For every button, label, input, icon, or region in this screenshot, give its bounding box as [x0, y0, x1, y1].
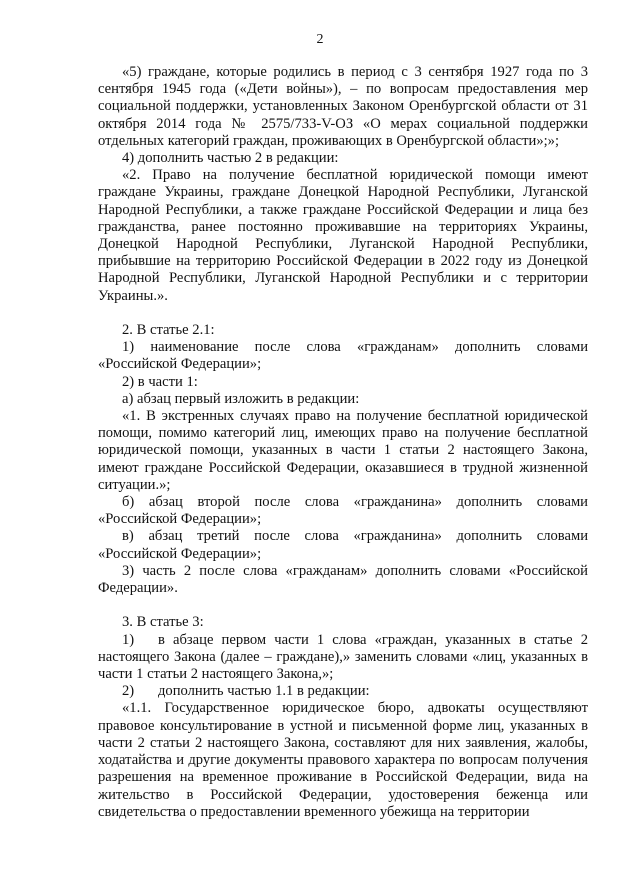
page-number: 2 [316, 32, 324, 47]
paragraph-text: дополнить частью 1.1 в редакции: [158, 683, 370, 700]
paragraph-quote-part-1: «1. В экстренных случаях право на получение бесплатной юридической помощи, помимо категорий лиц, имеющих право на получение бесплатной юридической помощи, указанных в части 1 статьи 2 настоящего Закона, имеют граждане Российской Федерации, оказавшиеся в трудной жизненной ситуации.»; [98, 408, 588, 493]
paragraph-quote-item-5: «5) граждане, которые родились в период с 3 сентября 1927 года по 3 сентября 1945 года («Дети войны»), – по вопросам предоставления мер социальной поддержки, установленных Законом Оренбургской области от 31 октября 2014 года № 2575/733-V-ОЗ «О мерах социальной поддержки отдельных категорий граждан, проживающих в Оренбургской области»;»; [98, 64, 588, 149]
item-number: 2) [122, 683, 135, 700]
paragraph-subitem-v: в) абзац третий после слова «гражданина» дополнить словами «Российской Федерации»; [98, 528, 588, 562]
paragraph-quote-part-2: «2. Право на получение бесплатной юридической помощи имеют граждане Украины, граждане Донецкой Народной Республики, Луганской Народной Республики, а также граждане Российской Федерации и лица без гражданства, ранее постоянно проживавшие на территориях Украины, Донецкой Народной Республики, Луганской Народной Республики, прибывшие на территорию Российской Федерации в 2022 году из Донецкой Народной Республики, Луганской Народной Республики и с территории Украины.». [98, 167, 588, 304]
paragraph-article-3: 3. В статье 3: [122, 614, 204, 631]
paragraph-quote-part-1-1: «1.1. Государственное юридическое бюро, адвокаты осуществляют правовое консультирование в устной и письменной форме лиц, указанных в части 2 статьи 2 настоящего Закона, составляют для них заявления, жалобы, ходатайства и другие документы правового характера по вопросам получения разрешения на временное проживание в Российской Федерации, вида на жительство в Российской Федерации, удостоверения беженца или свидетельства о предоставлении временного убежища на территории [98, 700, 588, 820]
paragraph-article-2-1: 2. В статье 2.1: [122, 322, 215, 339]
paragraph-article-3-item-1 [98, 632, 588, 684]
item-number: 1) [122, 631, 135, 648]
paragraph-article-2-1-item-3: 3) часть 2 после слова «гражданам» дополнить словами «Российской Федерации». [98, 562, 588, 597]
paragraph-article-2-1-item-2: 2) в части 1: [122, 373, 198, 390]
paragraph-text: в абзаце первом части 1 слова «граждан, указанных в статье 2 настоящего Закона (далее – граждане),» заменить словами «лиц, указанных в части 1 статьи 2 настоящего Закона,»; [98, 631, 588, 683]
paragraph-item-4: 4) дополнить частью 2 в редакции: [122, 150, 339, 167]
paragraph-gap [98, 597, 588, 614]
paragraph-subitem-b: б) абзац второй после слова «гражданина» дополнить словами «Российской Федерации»; [98, 494, 588, 528]
document-body [98, 64, 588, 821]
paragraph-article-3-item-2 [98, 683, 588, 700]
paragraph-article-2-1-item-1: 1) наименование после слова «гражданам» дополнить словами «Российской Федерации»; [98, 339, 588, 373]
paragraph-subitem-a: а) абзац первый изложить в редакции: [122, 390, 360, 407]
paragraph-gap [98, 305, 588, 322]
